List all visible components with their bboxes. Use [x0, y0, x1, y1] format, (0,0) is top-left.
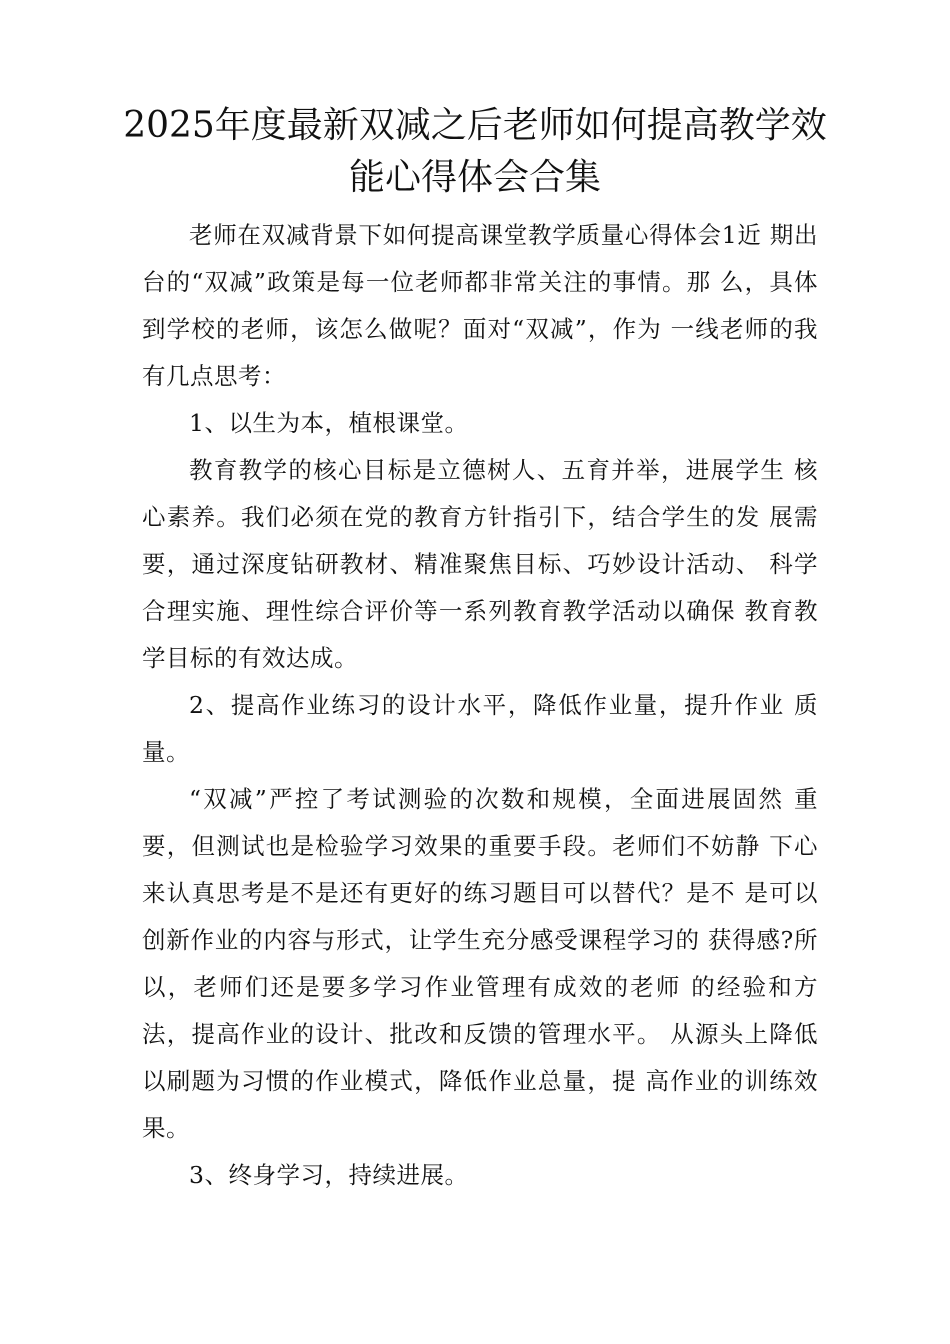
title-line-2: 能心得体会合集 [348, 157, 601, 198]
paragraph-heading-1: 1、以生为本，植根课堂。 [189, 409, 469, 437]
paragraph-intro: 老师在双减背景下如何提高课堂教学质量心得体会1近 期出台的“双减”政策是每一位老师都非常关注的事情。那 么，具体到学校的老师，该怎么做呢？面对“双减”，作为 一线老师的我有几点思考： [142, 221, 818, 390]
document-body [142, 212, 818, 1199]
paragraph-section-2: “双减”严控了考试测验的次数和规模，全面进展固然 重要，但测试也是检验学习效果的重要手段。老师们不妨静 下心来认真思考是不是还有更好的练习题目可以替代？是不 是可以创新作业的内容与形式，让学生充分感受课程学习的 获得感?所以，老师们还是要多学习作业管理有成效的老师 的经验和方法，提高作业的设计、批改和反馈的管理水平。 从源头上降低以刷题为习惯的作业模式，降低作业总量，提 高作业的训练效果。 [142, 785, 818, 1142]
document-title [120, 100, 830, 204]
paragraph-section-1: 教育教学的核心目标是立德树人、五育并举，进展学生 核心素养。我们必须在党的教育方针指引下，结合学生的发 展需要，通过深度钻研教材、精准聚焦目标、巧妙设计活动、 科学合理实施、理性综合评价等一系列教育教学活动以确保 教育教学目标的有效达成。 [142, 456, 818, 672]
paragraph-heading-3: 3、终身学习，持续进展。 [189, 1161, 469, 1189]
title-line-1: 2025年度最新双减之后老师如何提高教学效 [123, 105, 827, 146]
paragraph-heading-2: 2、提高作业练习的设计水平，降低作业量，提升作业 质量。 [142, 691, 818, 766]
